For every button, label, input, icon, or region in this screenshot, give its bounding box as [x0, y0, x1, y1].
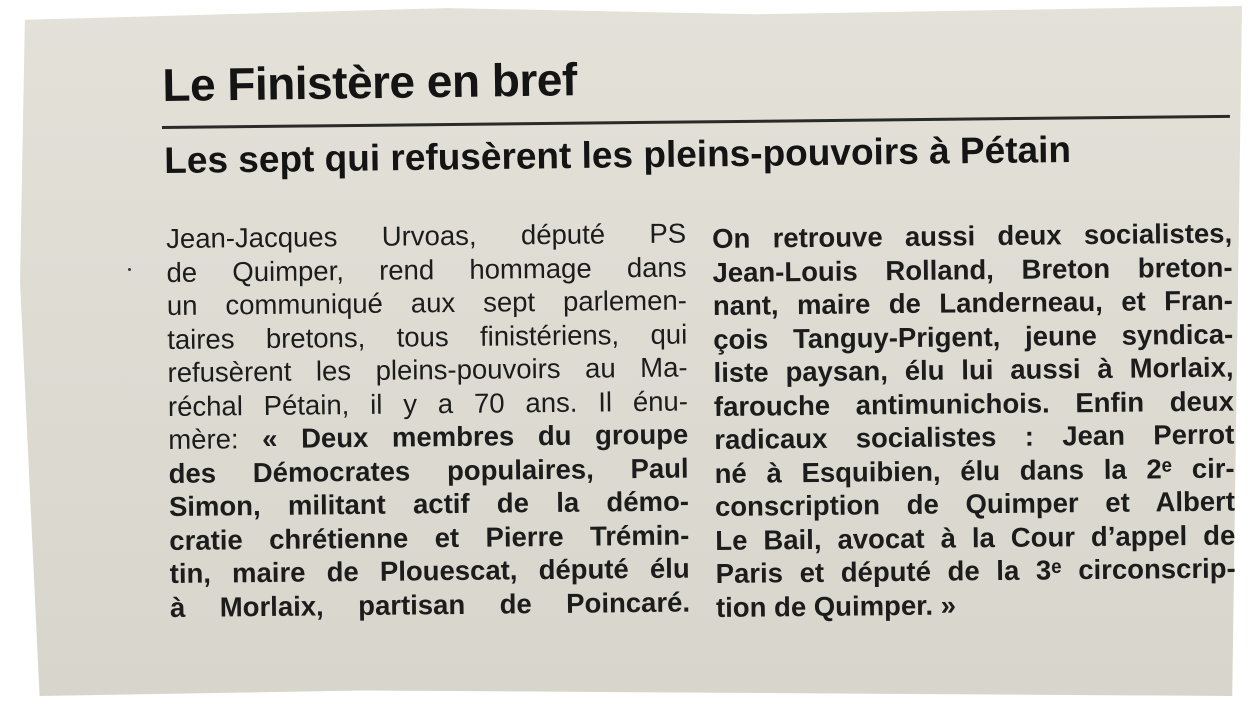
article-line: radicaux socialistes : Jean Perrot [714, 418, 1235, 455]
article-line: Le Bail, avocat à la Cour d’appel de [715, 519, 1236, 556]
article-line: refusèrent les pleins-pouvoirs au Ma- [167, 351, 688, 388]
article-line: taires bretons, tous finistériens, qui [167, 318, 688, 355]
article-line: tin, maire de Plouescat, député élu [169, 552, 690, 589]
article-line: Jean-Jacques Urvoas, député PS [166, 217, 687, 254]
article-line: çois Tanguy-Prigent, jeune syndica- [713, 318, 1234, 355]
section-title: Le Finistère en bref [162, 53, 578, 111]
article-line: Simon, militant actif de la démo- [168, 485, 690, 522]
article-line: conscription de Quimper et Albert [714, 485, 1236, 522]
article-line: Jean-Louis Rolland, Breton breton- [712, 251, 1233, 288]
quote-opening: « Deux membres du groupe [262, 418, 689, 455]
article-line: farouche antimunichois. Enfin deux [713, 385, 1235, 422]
article-line: de Quimper, rend hommage dans [166, 251, 687, 288]
article-line: né à Esquibien, élu dans la 2ᵉ cir- [714, 452, 1235, 489]
article-line [168, 418, 688, 457]
article-line: On retrouve aussi deux socialistes, [712, 217, 1233, 254]
article-line: des Démocrates populaires, Paul [168, 452, 689, 489]
article-line: nant, maire de Landerneau, et Fran- [712, 284, 1234, 321]
article-line: tion de Quimper. » [715, 588, 957, 623]
article-column-left [166, 217, 690, 624]
article-line: à Morlaix, partisan de Poincaré. [169, 586, 691, 623]
article-text-plain: mère: [168, 423, 263, 455]
article-line: un communiqué aux sept parlemen- [166, 284, 688, 321]
article-column-right [712, 217, 1236, 624]
article-line: réchal Pétain, il y a 70 ans. Il énu- [167, 385, 689, 422]
article-line: cratie chrétienne et Pierre Trémin- [169, 519, 690, 556]
article-line: Paris et député de la 3ᵉ circonscrip- [715, 552, 1236, 589]
article-line: liste paysan, élu lui aussi à Morlaix, [713, 351, 1234, 388]
ink-speck [128, 268, 131, 271]
article-headline: Les sept qui refusèrent les pleins-pouvoirs à Pétain [164, 128, 1072, 181]
